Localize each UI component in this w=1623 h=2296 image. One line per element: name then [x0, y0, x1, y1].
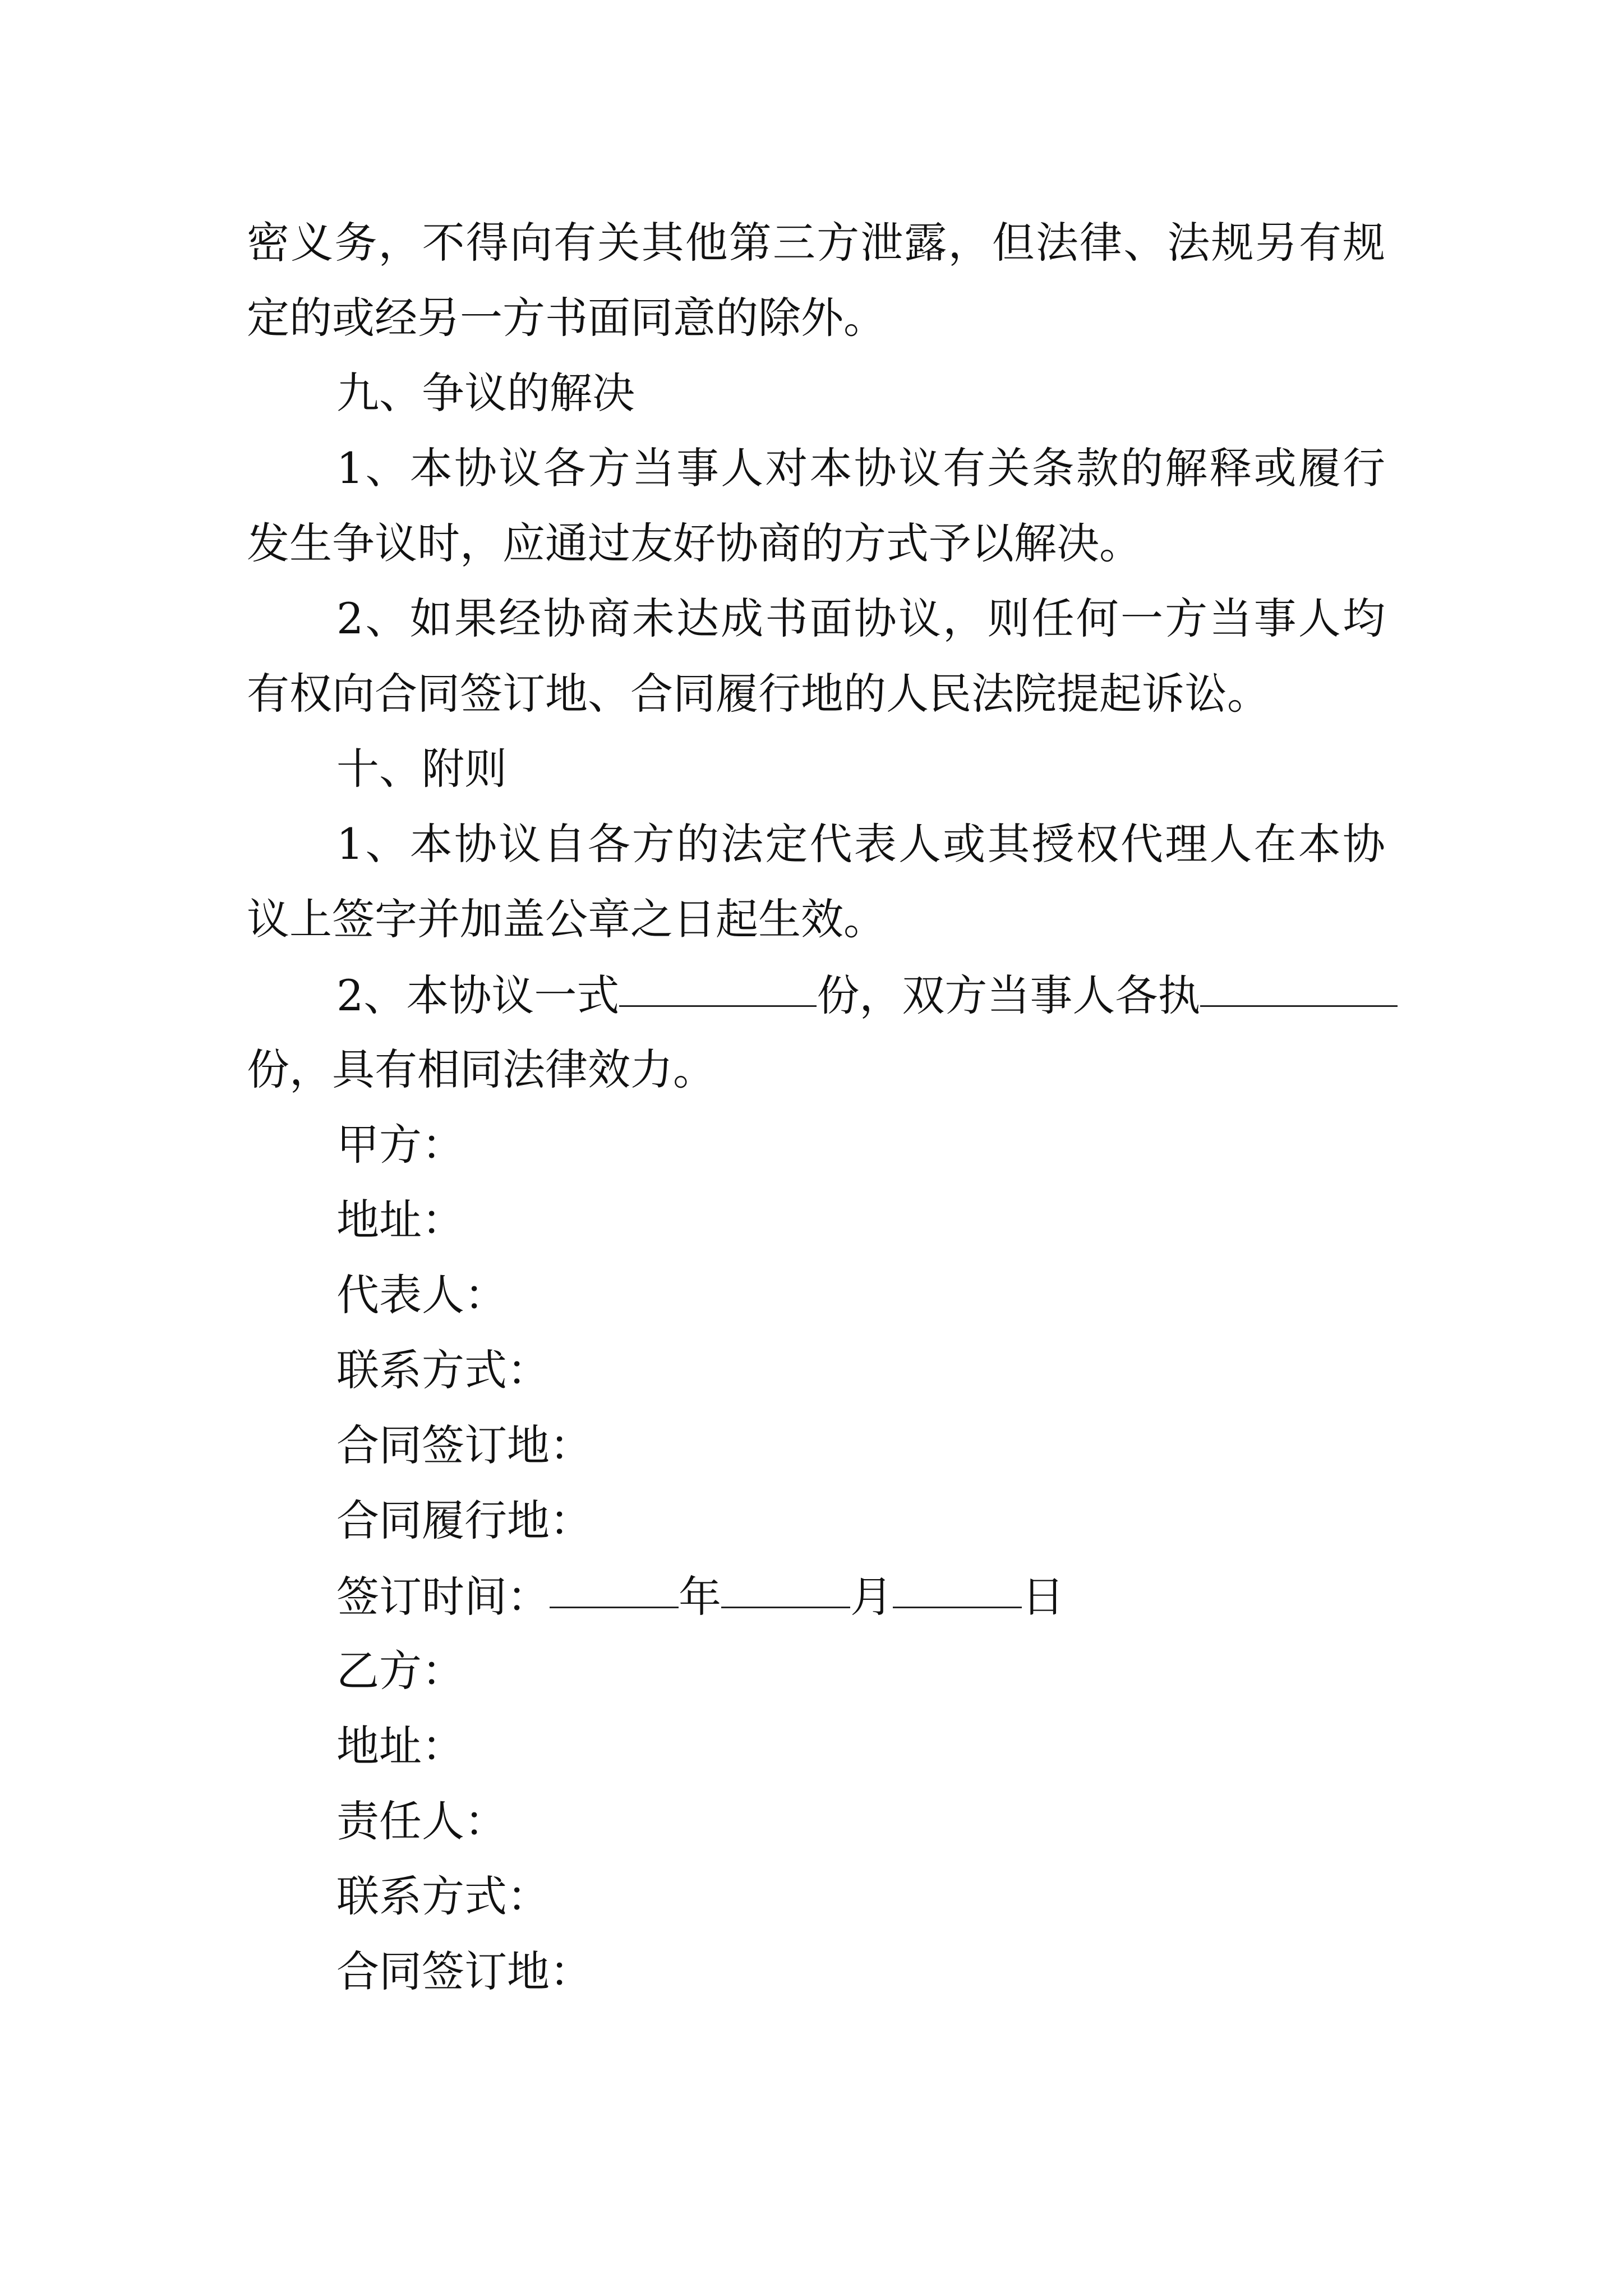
- sign-time-line: [336, 1565, 1064, 1627]
- paragraph-line: 发生争议时，应通过友好协商的方式予以解决。: [247, 518, 1142, 568]
- paragraph-line: 1、本协议自各方的法定代表人或其授权代理人在本协: [336, 819, 1385, 869]
- day-blank[interactable]: [893, 1562, 1022, 1608]
- copies-text: 2、本协议一式: [336, 970, 620, 1020]
- month-blank[interactable]: [721, 1562, 850, 1608]
- party-b-contact-label: 联系方式：: [336, 1871, 550, 1921]
- each-copies-blank[interactable]: [1200, 960, 1398, 1007]
- party-a-sign-place-label: 合同签订地：: [336, 1420, 592, 1470]
- paragraph-line: 2、如果经协商未达成书面协议，则任何一方当事人均: [336, 593, 1385, 643]
- party-a-address-label: 地址：: [336, 1195, 464, 1245]
- paragraph-line: 有权向合同签订地、合同履行地的人民法院提起诉讼。: [247, 669, 1270, 719]
- paragraph-line: 定的或经另一方书面同意的除外。: [247, 293, 886, 343]
- paragraph-line: 1、本协议各方当事人对本协议有关条款的解释或履行: [336, 443, 1385, 493]
- year-text: 年: [679, 1572, 721, 1622]
- paragraph-line: 议上签字并加盖公章之日起生效。: [247, 894, 886, 944]
- year-blank[interactable]: [550, 1562, 679, 1608]
- sign-time-label: 签订时间：: [336, 1572, 550, 1622]
- copies-line: [336, 964, 1398, 1025]
- day-text: 日: [1022, 1572, 1064, 1622]
- each-text: 份，双方当事人各执: [817, 970, 1201, 1020]
- party-a-representative-label: 代表人：: [336, 1270, 507, 1320]
- paragraph-line: 份，具有相同法律效力。: [247, 1045, 716, 1094]
- party-b-address-label: 地址：: [336, 1721, 464, 1771]
- section-heading-9: 九、争议的解决: [336, 368, 635, 418]
- party-a-perform-place-label: 合同履行地：: [336, 1496, 592, 1545]
- month-text: 月: [850, 1572, 893, 1622]
- paragraph-line: 密义务，不得向有关其他第三方泄露，但法律、法规另有规: [247, 218, 1385, 268]
- party-b-name-label: 乙方：: [336, 1646, 464, 1696]
- party-a-contact-label: 联系方式：: [336, 1345, 550, 1395]
- copies-blank[interactable]: [619, 960, 817, 1007]
- party-a-name-label: 甲方：: [336, 1120, 464, 1170]
- party-b-sign-place-label: 合同签订地：: [336, 1947, 592, 1996]
- party-b-responsible-label: 责任人：: [336, 1796, 507, 1846]
- section-heading-10: 十、附则: [336, 744, 507, 794]
